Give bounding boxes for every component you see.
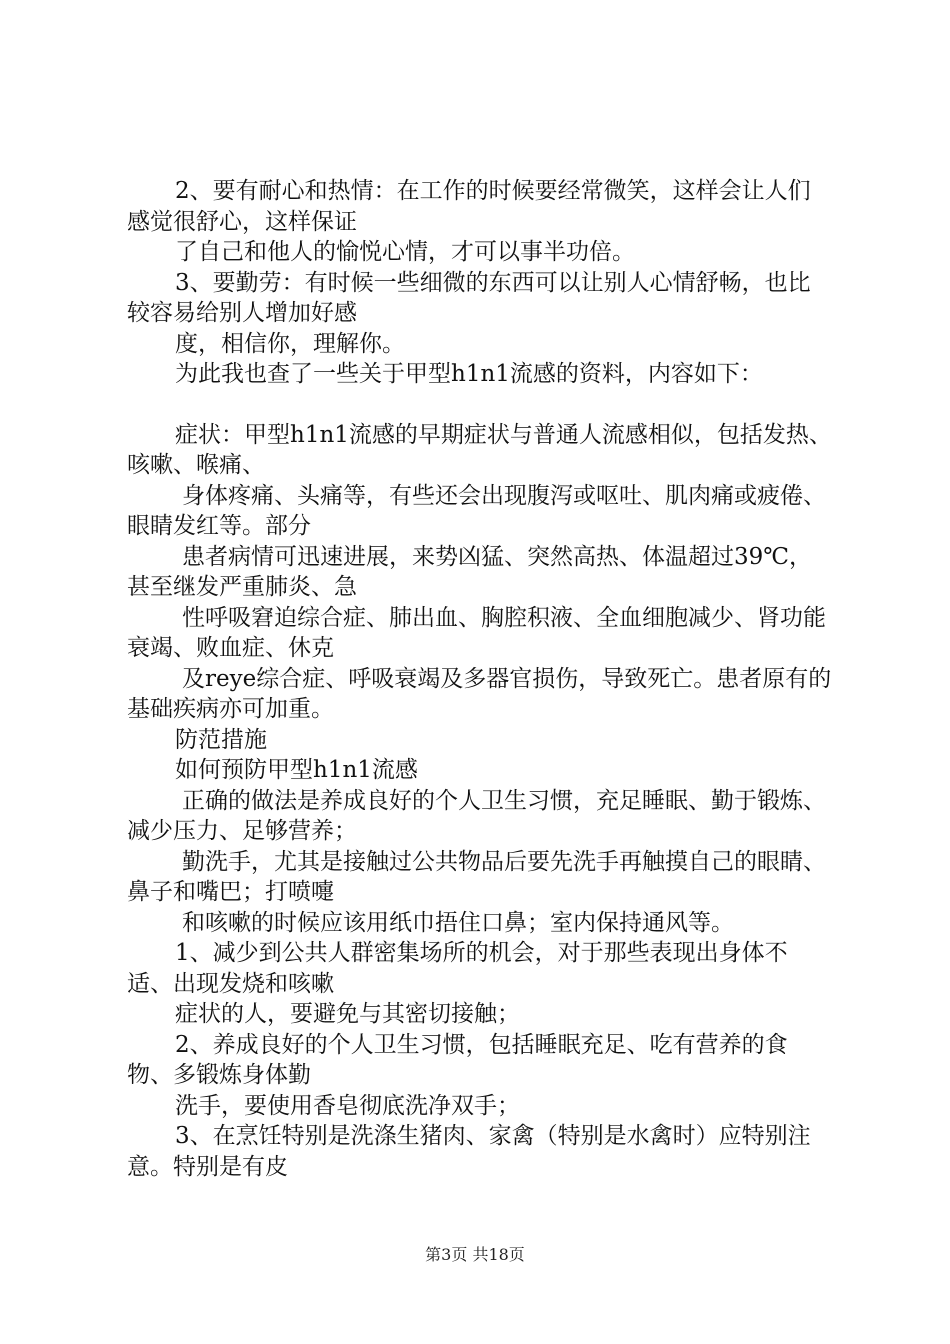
- paragraph-17: 症状的人，要避免与其密切接触；: [175, 1001, 520, 1027]
- paragraph-5: 为此我也查了一些关于甲型h1n1流感的资料，内容如下：: [175, 361, 763, 387]
- document-body: [127, 176, 833, 1182]
- paragraph-16: 1、减少到公共人群密集场所的机会，对于那些表现出身体不适、出现发烧和咳嗽: [127, 940, 788, 997]
- paragraph-18: 2、养成良好的个人卫生习惯，包括睡眠充足、吃有营养的食物、多锻炼身体勤: [127, 1031, 788, 1088]
- paragraph-3: 3、要勤劳：有时候一些细微的东西可以让别人心情舒畅，也比较容易给别人增加好感: [127, 269, 811, 326]
- paragraph-9: 性呼吸窘迫综合症、肺出血、胸腔积液、全血细胞减少、肾功能衰竭、败血症、休克: [127, 604, 826, 661]
- paragraph-gap: [127, 390, 833, 420]
- paragraph-10: 及reye综合症、呼吸衰竭及多器官损伤，导致死亡。患者原有的基础疾病亦可加重。: [127, 665, 832, 722]
- paragraph-12: 如何预防甲型h1n1流感: [175, 757, 418, 783]
- paragraph-19: 洗手，要使用香皂彻底洗净双手；: [175, 1092, 520, 1119]
- paragraph-1: 2、要有耐心和热情：在工作的时候要经常微笑，这样会让人们感觉很舒心，这样保证: [127, 178, 811, 235]
- page-number-footer: 第3页 共18页: [425, 1245, 525, 1264]
- paragraph-13: 正确的做法是养成良好的个人卫生习惯，充足睡眠、勤于锻炼、减少压力、足够营养；: [127, 787, 826, 844]
- paragraph-15: 和咳嗽的时候应该用纸巾捂住口鼻；室内保持通风等。: [182, 909, 734, 936]
- paragraph-6: 症状：甲型h1n1流感的早期症状与普通人流感相似，包括发热、咳嗽、喉痛、: [127, 421, 832, 478]
- paragraph-20: 3、在烹饪特别是洗涤生猪肉、家禽（特别是水禽时）应特别注意。特别是有皮: [127, 1123, 811, 1180]
- paragraph-8: 患者病情可迅速进展，来势凶猛、突然高热、体温超过39℃，甚至继发严重肺炎、急: [127, 543, 812, 600]
- paragraph-11: 防范措施: [175, 726, 267, 753]
- paragraph-7: 身体疼痛、头痛等，有些还会出现腹泻或呕吐、肌肉痛或疲倦、眼睛发红等。部分: [127, 482, 826, 539]
- paragraph-2: 了自己和他人的愉悦心情，才可以事半功倍。: [175, 239, 635, 265]
- paragraph-4: 度，相信你，理解你。: [175, 330, 405, 357]
- paragraph-14: 勤洗手，尤其是接触过公共物品后要先洗手再触摸自己的眼睛、鼻子和嘴巴；打喷嚏: [127, 848, 826, 905]
